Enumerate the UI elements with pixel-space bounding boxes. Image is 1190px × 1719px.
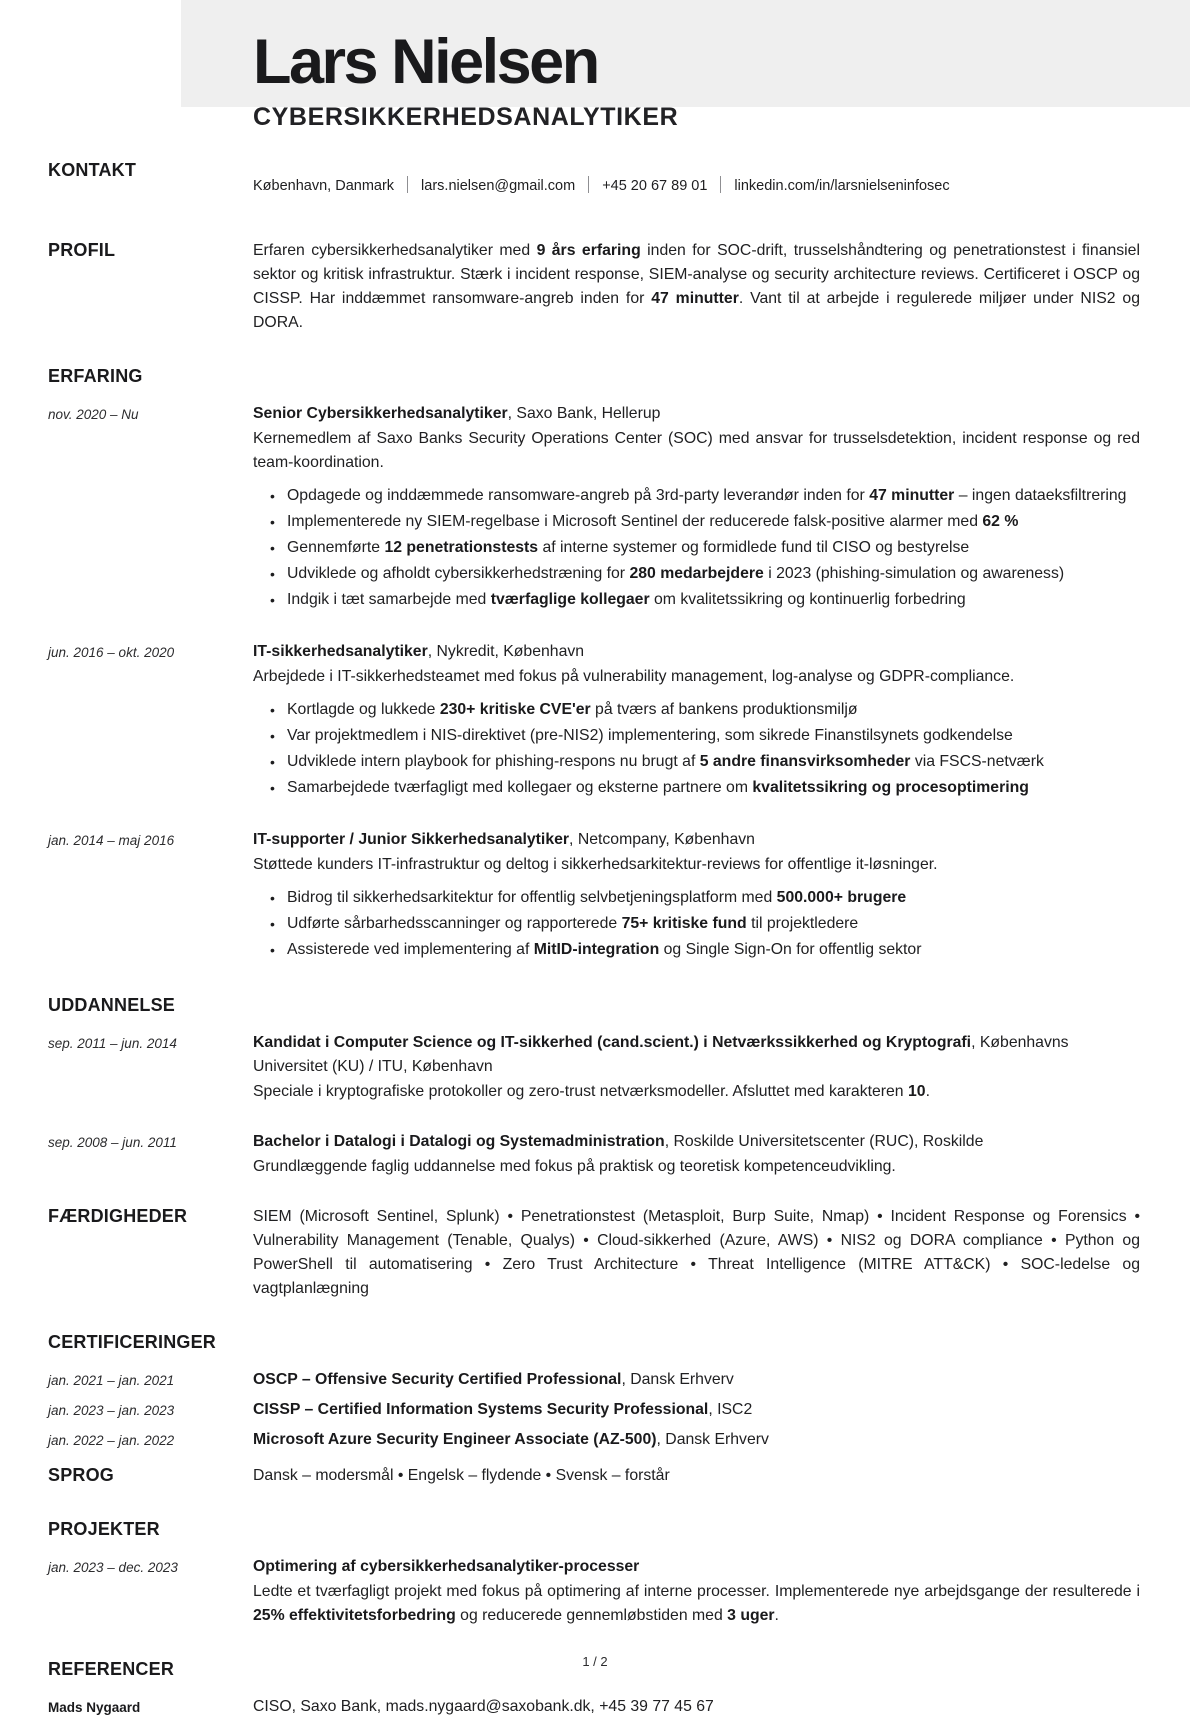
entry-title (253, 1130, 1140, 1154)
section-heading-projekter (48, 1518, 1140, 1540)
entry-date-range: jan. 2021 – jan. 2021 (48, 1372, 175, 1388)
contact-item: linkedin.com/in/larsnielseninfosec (734, 178, 950, 195)
text-run: Kernemedlem af Saxo Banks Security Operations Center (SOC) med ansvar for trusselsdetektion, incident response og red team-koordination. (253, 429, 1140, 471)
entry-date-range: jan. 2023 – jan. 2023 (48, 1402, 175, 1418)
entry-title (253, 828, 1140, 852)
entry-date-range: jun. 2016 – okt. 2020 (48, 644, 175, 660)
text-run: og reducerede gennemløbstiden med (455, 1606, 728, 1624)
entry-title (253, 1555, 1140, 1579)
person-name: Lars Nielsen (253, 27, 598, 97)
bullet-item (253, 698, 1140, 722)
emphasis-text: Bachelor i Datalogi i Datalogi og Systemadministration (253, 1132, 665, 1150)
bullet-item (253, 776, 1140, 800)
text-run: , Dansk Erhverv (656, 1430, 769, 1448)
emphasis-text: IT-sikkerhedsanalytiker (253, 642, 428, 660)
entry-row (48, 1398, 1140, 1422)
text-run: SIEM (Microsoft Sentinel, Splunk) • Penetrationstest (Metasploit, Burp Suite, Nmap) • Incident Response og Forensics • Vulnerability Management (Tenable, Qualys) • Cloud-sikkerhed (Azure, AWS) • NIS2 og DORA compliance • Python og PowerShell til automatisering • Zero Trust Architecture • Threat Intelligence (MITRE ATT&CK) • SOC-ledelse og vagtplanlægning (253, 1207, 1140, 1297)
section-label-sprog: SPROG (48, 1464, 115, 1485)
entry-title (253, 1031, 1140, 1079)
bullet-item (253, 588, 1140, 612)
emphasis-text: 75+ kritiske fund (621, 914, 747, 932)
section-kontakt (48, 159, 1140, 213)
text-run: . (925, 1082, 930, 1100)
emphasis-text: 25% effektivitetsforbedring (253, 1606, 456, 1624)
bullet-item (253, 938, 1140, 962)
text-run: Implementerede ny SIEM-regelbase i Microsoft Sentinel der reducerede falsk-positive alarmer med (287, 512, 983, 530)
section-label-erfaring: ERFARING (48, 365, 143, 386)
text-run: Speciale i kryptografiske protokoller og zero-trust netværksmodeller. Afsluttet med karakteren (253, 1082, 908, 1100)
text-run: CISO, Saxo Bank, mads.nygaard@saxobank.dk, +45 39 77 45 67 (253, 1697, 714, 1715)
emphasis-text: 3 uger (727, 1606, 775, 1624)
section-profil (48, 239, 1140, 335)
text-run: inden for SOC-drift, trusselshåndtering og penetrationstest i finansiel sektor og kritisk infrastruktur. Stærk i incident response, SIEM-analyse og security architecture reviews. Certificeret i OSCP og CISSP. Har inddæmmet ransomware-angreb inden for (253, 241, 1140, 307)
emphasis-text: MitID-integration (533, 940, 660, 958)
emphasis-text: OSCP – Offensive Security Certified Professional (253, 1370, 622, 1388)
section-heading-certificeringer (48, 1331, 1140, 1353)
emphasis-text: 230+ kritiske CVE'er (439, 700, 591, 718)
entry-date-range: jan. 2023 – dec. 2023 (48, 1559, 178, 1575)
text-run: Støttede kunders IT-infrastruktur og deltog i sikkerhedsarkitektur-reviews for offentlige it-løsninger. (253, 855, 938, 873)
entry-bullet-list (253, 698, 1140, 800)
text-run: via FSCS-netværk (910, 752, 1044, 770)
text-run: , Københavns Universitet (KU) / ITU, København (253, 1033, 1069, 1075)
person-job-title: CYBERSIKKERHEDSANALYTIKER (253, 102, 679, 131)
text-run: , ISC2 (708, 1400, 753, 1418)
text-run: i 2023 (phishing-simulation og awareness) (763, 564, 1065, 582)
contact-item: lars.nielsen@gmail.com (421, 178, 576, 195)
text-run: Udviklede intern playbook for phishing-respons nu brugt af (287, 752, 700, 770)
bullet-item (253, 724, 1140, 748)
entry-description (253, 1080, 1140, 1104)
text-run: Dansk – modersmål • Engelsk – flydende • Svensk – forstår (253, 1466, 670, 1484)
emphasis-text: kvalitetssikring og procesoptimering (752, 778, 1029, 796)
emphasis-text: 47 minutter (651, 289, 739, 307)
entry-date-range: jan. 2022 – jan. 2022 (48, 1432, 175, 1448)
contact-line (253, 173, 1140, 198)
text-run: Samarbejdede tværfagligt med kollegaer og eksterne partnere om (287, 778, 753, 796)
emphasis-text: 500.000+ brugere (776, 888, 907, 906)
text-run: – ingen dataeksfiltrering (954, 486, 1127, 504)
entry-description (253, 1155, 1140, 1179)
entry-row (48, 1368, 1140, 1392)
section-sprog (48, 1464, 1140, 1488)
entry-date-range: nov. 2020 – Nu (48, 406, 139, 422)
entry-title (253, 402, 1140, 426)
section-label-referencer: REFERENCER (48, 1658, 175, 1679)
entry-description (253, 853, 1140, 877)
bullet-item (253, 912, 1140, 936)
entry-date-range: sep. 2011 – jun. 2014 (48, 1035, 177, 1051)
emphasis-text: 62 % (982, 512, 1019, 530)
emphasis-text: Microsoft Azure Security Engineer Associate (AZ-500) (253, 1430, 657, 1448)
reference-name: Mads Nygaard (48, 1699, 141, 1715)
text-run: . Vant til at arbejde i regulerede miljøer under NIS2 og DORA. (253, 289, 1140, 331)
bullet-item (253, 536, 1140, 560)
entry-row (48, 640, 1140, 802)
entry-date-range: jan. 2014 – maj 2016 (48, 832, 175, 848)
sprog-text (253, 1464, 1140, 1488)
text-run: Udviklede og afholdt cybersikkerhedstræning for (287, 564, 630, 582)
entry-bullet-list (253, 484, 1140, 612)
section-label-uddannelse: UDDANNELSE (48, 994, 176, 1015)
entry-description (253, 427, 1140, 475)
text-run: Ledte et tværfagligt projekt med fokus på optimering af interne processer. Implementerede nye arbejdsgange der resulterede i (253, 1582, 1140, 1600)
separator-bar (407, 176, 408, 193)
bullet-item (253, 484, 1140, 508)
text-run: Assisterede ved implementering af (287, 940, 534, 958)
section-label-faerdigheder: FÆRDIGHEDER (48, 1205, 188, 1226)
emphasis-text: Senior Cybersikkerhedsanalytiker (253, 404, 508, 422)
text-run: Kortlagde og lukkede (287, 700, 440, 718)
entry-row (48, 1695, 1140, 1719)
emphasis-text: 47 minutter (869, 486, 955, 504)
emphasis-text: CISSP – Certified Information Systems Security Professional (253, 1400, 709, 1418)
entry-row (48, 1428, 1140, 1452)
emphasis-text: Optimering af cybersikkerhedsanalytiker-processer (253, 1557, 640, 1575)
bullet-item (253, 562, 1140, 586)
emphasis-text: Kandidat i Computer Science og IT-sikkerhed (cand.scient.) i Netværkssikkerhed og Kryptografi (253, 1033, 972, 1051)
text-run: Arbejdede i IT-sikkerhedsteamet med fokus på vulnerability management, log-analyse og GDPR-compliance. (253, 667, 1015, 685)
emphasis-text: 10 (907, 1082, 926, 1100)
resume-body (0, 159, 1190, 1719)
bullet-item (253, 886, 1140, 910)
entry-title (253, 1398, 1140, 1422)
separator-bar (588, 176, 589, 193)
emphasis-text: 5 andre finansvirksomheder (699, 752, 911, 770)
text-run: Bidrog til sikkerhedsarkitektur for offentlig selvbetjeningsplatform med (287, 888, 777, 906)
text-run: , Nykredit, København (427, 642, 585, 660)
text-run: Indgik i tæt samarbejde med (287, 590, 491, 608)
text-run: af interne systemer og formidlede fund til CISO og bestyrelse (538, 538, 970, 556)
entry-row (48, 1555, 1140, 1628)
entry-title (253, 1368, 1140, 1392)
text-run: på tværs af bankens produktionsmiljø (590, 700, 858, 718)
entry-row (48, 402, 1140, 614)
section-heading-uddannelse (48, 994, 1140, 1016)
contact-item: +45 20 67 89 01 (602, 178, 708, 195)
section-label-kontakt: KONTAKT (48, 159, 137, 180)
emphasis-text: 12 penetrationstests (384, 538, 539, 556)
text-run: . (774, 1606, 779, 1624)
text-run: , Dansk Erhverv (621, 1370, 734, 1388)
entry-bullet-list (253, 886, 1140, 962)
entry-title (253, 640, 1140, 664)
text-run: Opdagede og inddæmmede ransomware-angreb på 3rd-party leverandør inden for (287, 486, 870, 504)
page-number: 1 / 2 (582, 1654, 608, 1669)
text-run: Erfaren cybersikkerhedsanalytiker med (253, 241, 537, 259)
entry-description (253, 665, 1140, 689)
section-label-profil: PROFIL (48, 239, 116, 260)
section-faerdigheder (48, 1205, 1140, 1301)
emphasis-text: 280 medarbejdere (629, 564, 764, 582)
text-run: om kvalitetssikring og kontinuerlig forbedring (649, 590, 966, 608)
text-run: Gennemførte (287, 538, 385, 556)
separator-bar (720, 176, 721, 193)
section-label-certificeringer: CERTIFICERINGER (48, 1331, 217, 1352)
entry-row (48, 1130, 1140, 1179)
text-run: og Single Sign-On for offentlig sektor (659, 940, 922, 958)
text-run: , Roskilde Universitetscenter (RUC), Roskilde (664, 1132, 984, 1150)
text-run: til projektledere (746, 914, 859, 932)
entry-title (253, 1428, 1140, 1452)
emphasis-text: IT-supporter / Junior Sikkerhedsanalytiker (253, 830, 570, 848)
text-run: , Saxo Bank, Hellerup (507, 404, 661, 422)
bullet-item (253, 510, 1140, 534)
contact-item: København, Danmark (253, 178, 395, 195)
section-heading-erfaring (48, 365, 1140, 387)
entry-description (253, 1580, 1140, 1628)
section-label-projekter: PROJEKTER (48, 1518, 160, 1539)
text-run: Var projektmedlem i NIS-direktivet (pre-NIS2) implementering, som sikrede Finanstilsynets godkendelse (287, 726, 1013, 744)
faerdigheder-text (253, 1205, 1140, 1301)
entry-title (253, 1695, 1140, 1719)
emphasis-text: 9 års erfaring (536, 241, 641, 259)
resume-header (0, 0, 1190, 132)
text-run: , Netcompany, København (569, 830, 755, 848)
text-run: Grundlæggende faglig uddannelse med fokus på praktisk og teoretisk kompetenceudvikling. (253, 1157, 896, 1175)
bullet-item (253, 750, 1140, 774)
emphasis-text: tværfaglige kollegaer (490, 590, 650, 608)
text-run: Udførte sårbarhedsscanninger og rapporterede (287, 914, 622, 932)
entry-row (48, 828, 1140, 964)
entry-row (48, 1031, 1140, 1104)
profil-text (253, 239, 1140, 335)
entry-date-range: sep. 2008 – jun. 2011 (48, 1134, 177, 1150)
